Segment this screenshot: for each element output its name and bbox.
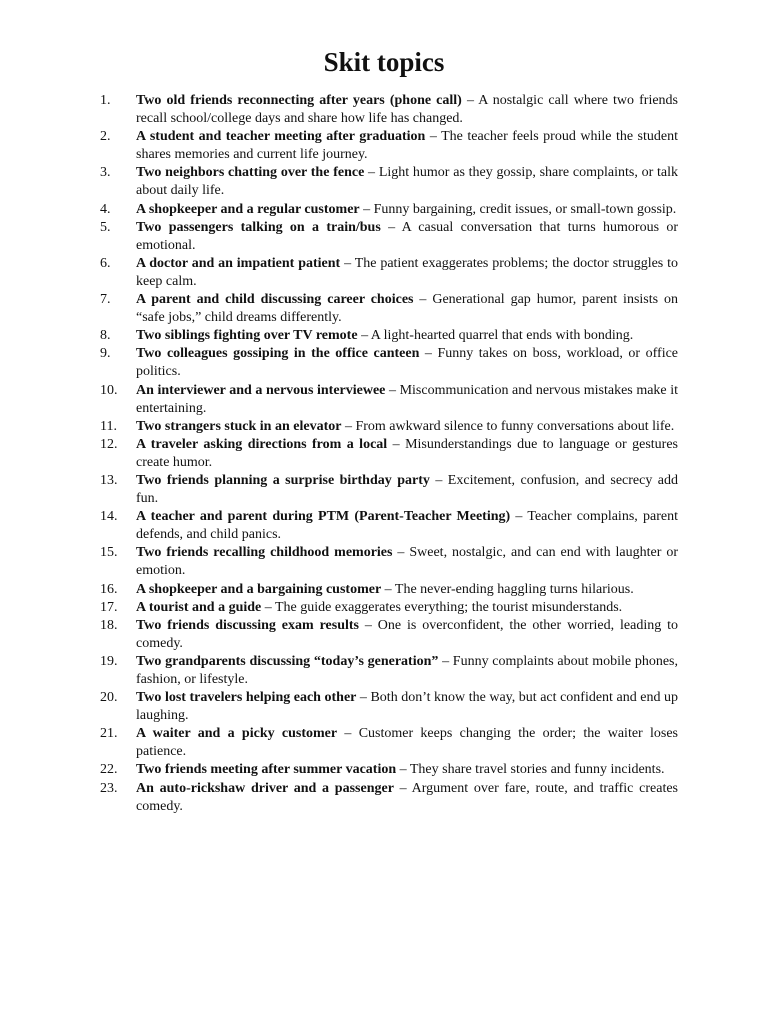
topic-heading: A tourist and a guide	[136, 599, 262, 615]
list-item-number	[100, 617, 132, 635]
list-item	[100, 599, 678, 617]
topic-heading: Two lost travelers helping each other	[136, 690, 357, 706]
list-item-number-text: 4.	[100, 201, 111, 217]
list-item	[100, 345, 678, 381]
list-item	[100, 780, 678, 816]
list-item-number-text: 2.	[100, 129, 111, 145]
list-item-number-text: 6.	[100, 255, 111, 271]
topic-description: – The guide exaggerates everything; the tourist misunderstands.	[261, 599, 623, 615]
list-item-number-text: 13.	[100, 472, 118, 488]
topic-description: – The never-ending haggling turns hilarious.	[381, 581, 634, 597]
list-item-number-text: 7.	[100, 292, 111, 308]
list-item-number	[100, 544, 132, 562]
list-item-number	[100, 581, 132, 599]
topic-description: – The patient exaggerates problems; the doctor struggles to keep calm.	[136, 255, 679, 289]
list-item	[100, 382, 678, 418]
topic-description: – Funny complaints about mobile phones, fashion, or lifestyle.	[136, 653, 678, 687]
topic-description: – Funny takes on boss, workload, or office politics.	[136, 346, 679, 380]
topic-description: – A nostalgic call where two friends recall school/college days and share how life has changed.	[136, 93, 678, 127]
list-item-number-text: 11.	[100, 418, 117, 434]
topic-description: – Both don’t know the way, but act confident and end up laughing.	[136, 690, 678, 724]
list-item	[100, 472, 678, 508]
list-item	[100, 92, 678, 128]
list-item	[100, 725, 678, 761]
list-item	[100, 508, 678, 544]
topic-description: – Argument over fare, route, and traffic creates comedy.	[136, 780, 678, 814]
list-item-number-text: 1.	[100, 93, 111, 108]
list-item-number	[100, 128, 132, 146]
list-item-number	[100, 92, 132, 110]
list-item-number	[100, 436, 132, 454]
topic-description: – Miscommunication and nervous mistakes make it entertaining.	[136, 382, 678, 416]
topic-description: – One is overconfident, the other worried, leading to comedy.	[136, 617, 679, 651]
topic-heading: A doctor and an impatient patient	[136, 255, 341, 271]
list-item-number	[100, 219, 132, 237]
list-item-number-text: 22.	[100, 762, 118, 778]
list-item-number	[100, 761, 132, 779]
list-item	[100, 128, 678, 164]
topic-heading: An interviewer and a nervous interviewee	[136, 382, 386, 398]
list-item-number	[100, 725, 132, 743]
topic-description: – Sweet, nostalgic, and can end with laughter or emotion.	[136, 545, 678, 579]
list-item	[100, 164, 678, 200]
topic-heading: Two friends planning a surprise birthday party	[136, 472, 430, 488]
topic-description: – Misunderstandings due to language or gestures create humor.	[136, 436, 678, 470]
list-item-number-text: 21.	[100, 726, 118, 742]
list-item	[100, 544, 678, 580]
list-item-number	[100, 780, 132, 798]
list-item	[100, 689, 678, 725]
topic-description: – Light humor as they gossip, share complaints, or talk about daily life.	[136, 165, 679, 199]
topic-heading: Two friends recalling childhood memories	[136, 545, 393, 561]
list-item-number	[100, 327, 132, 345]
list-item	[100, 617, 678, 653]
list-item	[100, 436, 678, 472]
topic-description: – From awkward silence to funny conversations about life.	[341, 418, 675, 434]
topic-heading: A parent and child discussing career choices	[136, 292, 414, 308]
list-item-number-text: 8.	[100, 328, 111, 344]
topic-heading: A traveler asking directions from a local	[136, 436, 388, 452]
topic-heading: A waiter and a picky customer	[136, 726, 338, 742]
list-item	[100, 327, 678, 345]
list-item-number-text: 20.	[100, 690, 118, 706]
list-item-number	[100, 653, 132, 671]
topic-heading: A student and teacher meeting after graduation	[136, 129, 426, 145]
topic-description: – Funny bargaining, credit issues, or small-town gossip.	[359, 201, 677, 217]
list-item-number	[100, 291, 132, 309]
list-item-number-text: 12.	[100, 436, 118, 452]
list-item-number	[100, 345, 132, 363]
list-item-number-text: 15.	[100, 545, 118, 561]
topic-heading: An auto-rickshaw driver and a passenger	[136, 780, 394, 796]
list-item-number-text: 18.	[100, 617, 118, 633]
list-item	[100, 291, 678, 327]
list-item	[100, 201, 678, 219]
list-item-number	[100, 255, 132, 273]
list-item	[100, 219, 678, 255]
list-item-number-text: 16.	[100, 581, 118, 597]
topic-description: – The teacher feels proud while the student shares memories and current life journey.	[136, 129, 678, 163]
topic-heading: Two strangers stuck in an elevator	[136, 418, 342, 434]
list-item-number	[100, 418, 132, 436]
list-item-number-text: 10.	[100, 382, 118, 398]
topic-heading: A shopkeeper and a bargaining customer	[136, 581, 382, 597]
list-item	[100, 761, 678, 779]
list-item	[100, 418, 678, 436]
page-title: Skit topics	[323, 47, 445, 77]
topic-description: – A light-hearted quarrel that ends with bonding.	[357, 328, 634, 344]
list-item-number	[100, 689, 132, 707]
topic-heading: Two neighbors chatting over the fence	[136, 165, 365, 181]
list-item-number	[100, 472, 132, 490]
topic-heading: Two friends meeting after summer vacation	[136, 762, 397, 778]
list-item	[100, 255, 678, 291]
topic-description: – They share travel stories and funny incidents.	[396, 762, 665, 778]
list-item-number	[100, 508, 132, 526]
topic-heading: A shopkeeper and a regular customer	[136, 201, 360, 217]
topic-description: – A casual conversation that turns humorous or emotional.	[136, 219, 678, 253]
topic-description: – Generational gap humor, parent insists on “safe jobs,” child dreams differently.	[136, 292, 678, 326]
list-item-number	[100, 382, 132, 400]
topic-description: – Customer keeps changing the order; the waiter loses patience.	[136, 726, 679, 760]
list-item	[100, 581, 678, 599]
skit-topic-list	[100, 92, 678, 816]
list-item-number-text: 17.	[100, 599, 118, 615]
topic-description: – Excitement, confusion, and secrecy add fun.	[136, 472, 679, 507]
list-item-number-text: 9.	[100, 346, 111, 362]
topic-heading: A teacher and parent during PTM (Parent-Teacher Meeting)	[136, 509, 511, 525]
list-item-number-text: 23.	[100, 780, 118, 796]
list-item	[100, 653, 678, 689]
list-item-number	[100, 201, 132, 219]
list-item-number	[100, 599, 132, 617]
list-item-number	[100, 164, 132, 182]
topic-heading: Two passengers talking on a train/bus	[136, 219, 381, 235]
topic-heading: Two siblings fighting over TV remote	[136, 328, 358, 344]
topic-heading: Two colleagues gossiping in the office canteen	[136, 346, 420, 362]
list-item-number-text: 3.	[100, 165, 111, 181]
topic-description: – Teacher complains, parent defends, and child panics.	[136, 509, 678, 543]
topic-heading: Two old friends reconnecting after years (phone call)	[136, 93, 462, 108]
list-item-number-text: 5.	[100, 219, 111, 235]
topic-heading: Two friends discussing exam results	[136, 617, 359, 633]
list-item-number-text: 19.	[100, 653, 118, 669]
list-item-number-text: 14.	[100, 509, 118, 525]
topic-heading: Two grandparents discussing “today’s generation”	[136, 653, 439, 669]
